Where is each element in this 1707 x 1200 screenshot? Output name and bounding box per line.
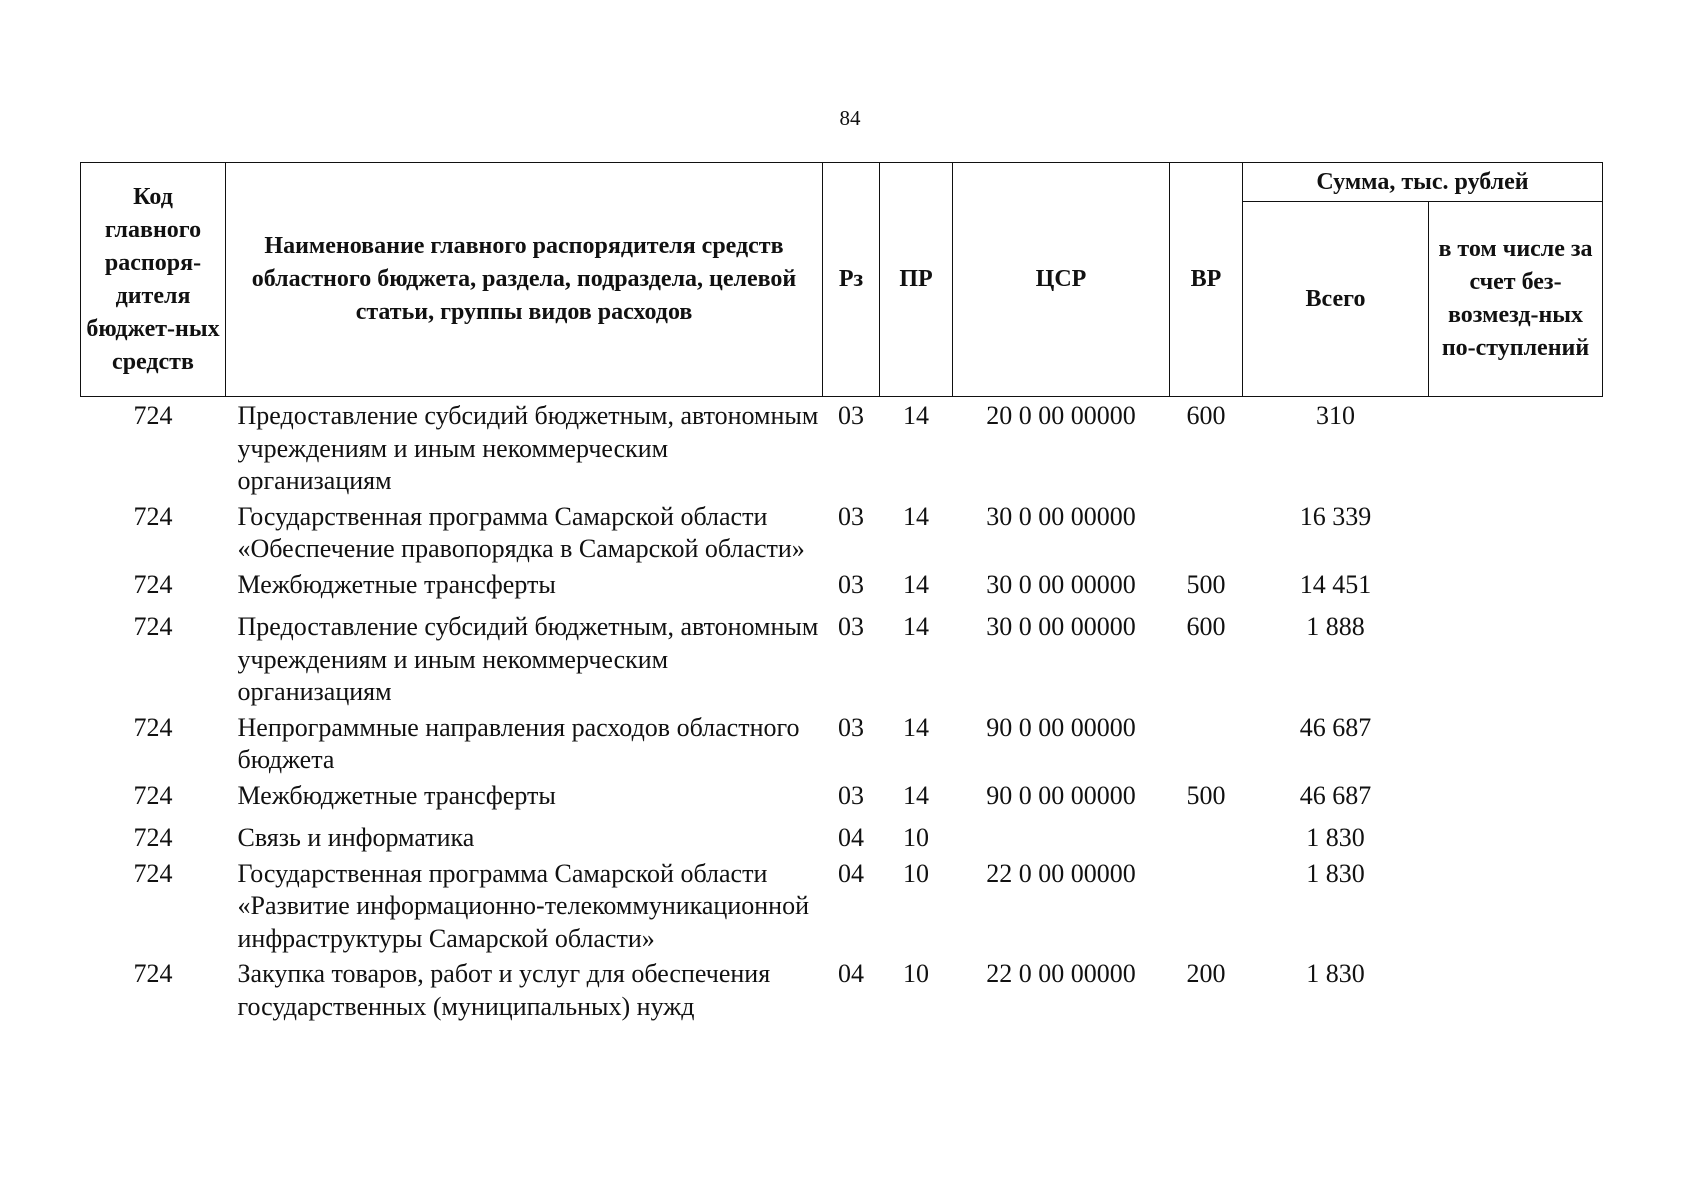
table-row xyxy=(81,498,1603,566)
row-total: 46 687 xyxy=(1299,780,1372,810)
row-total: 14 451 xyxy=(1299,569,1372,599)
row-pr: 10 xyxy=(903,823,929,852)
row-pr: 14 xyxy=(903,780,929,810)
table-row xyxy=(81,709,1603,777)
row-code: 724 xyxy=(133,401,173,430)
row-rz: 04 xyxy=(838,858,864,888)
budget-table xyxy=(80,162,1603,1023)
table-row xyxy=(81,955,1603,1023)
row-rz: 03 xyxy=(838,501,864,531)
row-pr: 10 xyxy=(903,858,929,888)
table-row xyxy=(81,566,1603,602)
row-grants xyxy=(1429,855,1603,956)
table-row xyxy=(81,812,1603,855)
row-name: Связь и информатика xyxy=(237,823,475,852)
row-vr xyxy=(1170,709,1243,777)
row-total: 1 888 xyxy=(1306,612,1365,641)
row-rz: 03 xyxy=(838,612,864,641)
row-vr: 600 xyxy=(1186,401,1226,430)
header-pr: ПР xyxy=(880,163,953,397)
row-total: 1 830 xyxy=(1306,959,1365,988)
row-vr xyxy=(1170,812,1243,855)
row-csr: 90 0 00 00000 xyxy=(986,712,1136,742)
row-pr: 14 xyxy=(903,501,929,531)
header-sum: Сумма, тыс. рублей xyxy=(1243,163,1603,202)
table-row xyxy=(81,601,1603,709)
row-total: 16 339 xyxy=(1299,501,1372,531)
row-pr: 14 xyxy=(903,401,929,430)
row-pr: 10 xyxy=(903,959,929,988)
row-csr: 30 0 00 00000 xyxy=(986,501,1136,531)
row-pr: 14 xyxy=(903,569,929,599)
header-code: Код главного распоря-дителя бюджет-ных средств xyxy=(81,163,226,397)
row-grants xyxy=(1429,566,1603,602)
header-total: Всего xyxy=(1243,202,1429,397)
row-name: Предоставление субсидий бюджетным, автономным учреждениям и иным некоммерческим организациям xyxy=(237,612,819,706)
row-code: 724 xyxy=(133,823,173,852)
row-csr: 30 0 00 00000 xyxy=(986,612,1136,641)
row-rz: 03 xyxy=(838,401,864,430)
row-csr: 20 0 00 00000 xyxy=(986,401,1136,430)
table-row xyxy=(81,777,1603,813)
page-number: 84 xyxy=(839,106,861,130)
row-grants xyxy=(1429,601,1603,709)
row-total: 310 xyxy=(1316,401,1355,430)
row-grants xyxy=(1429,498,1603,566)
row-total: 1 830 xyxy=(1306,858,1365,888)
row-name: Государственная программа Самарской области «Развитие информационно-телекоммуникационной инфраструктуры Самарской области» xyxy=(237,858,810,953)
row-rz: 03 xyxy=(838,569,864,599)
row-name: Межбюджетные трансферты xyxy=(237,569,556,599)
row-code: 724 xyxy=(133,712,173,742)
header-rz: Рз xyxy=(823,163,880,397)
row-grants xyxy=(1429,709,1603,777)
row-csr xyxy=(953,812,1170,855)
row-rz: 03 xyxy=(838,712,864,742)
row-code: 724 xyxy=(133,612,173,641)
row-grants xyxy=(1429,812,1603,855)
row-vr: 200 xyxy=(1186,959,1226,988)
header-vr: ВР xyxy=(1170,163,1243,397)
row-name: Непрограммные направления расходов областного бюджета xyxy=(237,712,800,774)
row-csr: 90 0 00 00000 xyxy=(986,780,1136,810)
row-pr: 14 xyxy=(903,612,929,641)
row-csr: 22 0 00 00000 xyxy=(986,858,1136,888)
row-grants xyxy=(1429,955,1603,1023)
row-vr xyxy=(1170,498,1243,566)
row-pr: 14 xyxy=(903,712,929,742)
table-row xyxy=(81,855,1603,956)
row-vr: 500 xyxy=(1186,569,1226,599)
row-grants xyxy=(1429,397,1603,498)
row-rz: 04 xyxy=(838,823,864,852)
row-total: 1 830 xyxy=(1306,823,1365,852)
header-grants: в том числе за счет без-возмезд-ных по-ступлений xyxy=(1429,202,1603,397)
table-body xyxy=(81,397,1603,1024)
row-code: 724 xyxy=(133,858,173,888)
row-name: Закупка товаров, работ и услуг для обеспечения государственных (муниципальных) нужд xyxy=(237,959,771,1021)
row-vr xyxy=(1170,855,1243,956)
header-name: Наименование главного распорядителя средств областного бюджета, раздела, подраздела, целевой статьи, группы видов расходов xyxy=(226,163,823,397)
header-csr: ЦСР xyxy=(953,163,1170,397)
row-csr: 22 0 00 00000 xyxy=(986,959,1136,988)
row-vr: 600 xyxy=(1186,612,1226,641)
row-csr: 30 0 00 00000 xyxy=(986,569,1136,599)
row-code: 724 xyxy=(133,501,173,531)
row-rz: 04 xyxy=(838,959,864,988)
row-vr: 500 xyxy=(1186,780,1226,810)
table-row xyxy=(81,397,1603,498)
row-rz: 03 xyxy=(838,780,864,810)
row-code: 724 xyxy=(133,569,173,599)
row-name: Государственная программа Самарской области «Обеспечение правопорядка в Самарской области» xyxy=(237,501,805,563)
row-total: 46 687 xyxy=(1299,712,1372,742)
row-code: 724 xyxy=(133,959,173,988)
row-code: 724 xyxy=(133,780,173,810)
row-grants xyxy=(1429,777,1603,813)
row-name: Межбюджетные трансферты xyxy=(237,780,556,810)
row-name: Предоставление субсидий бюджетным, автономным учреждениям и иным некоммерческим организациям xyxy=(237,401,819,495)
